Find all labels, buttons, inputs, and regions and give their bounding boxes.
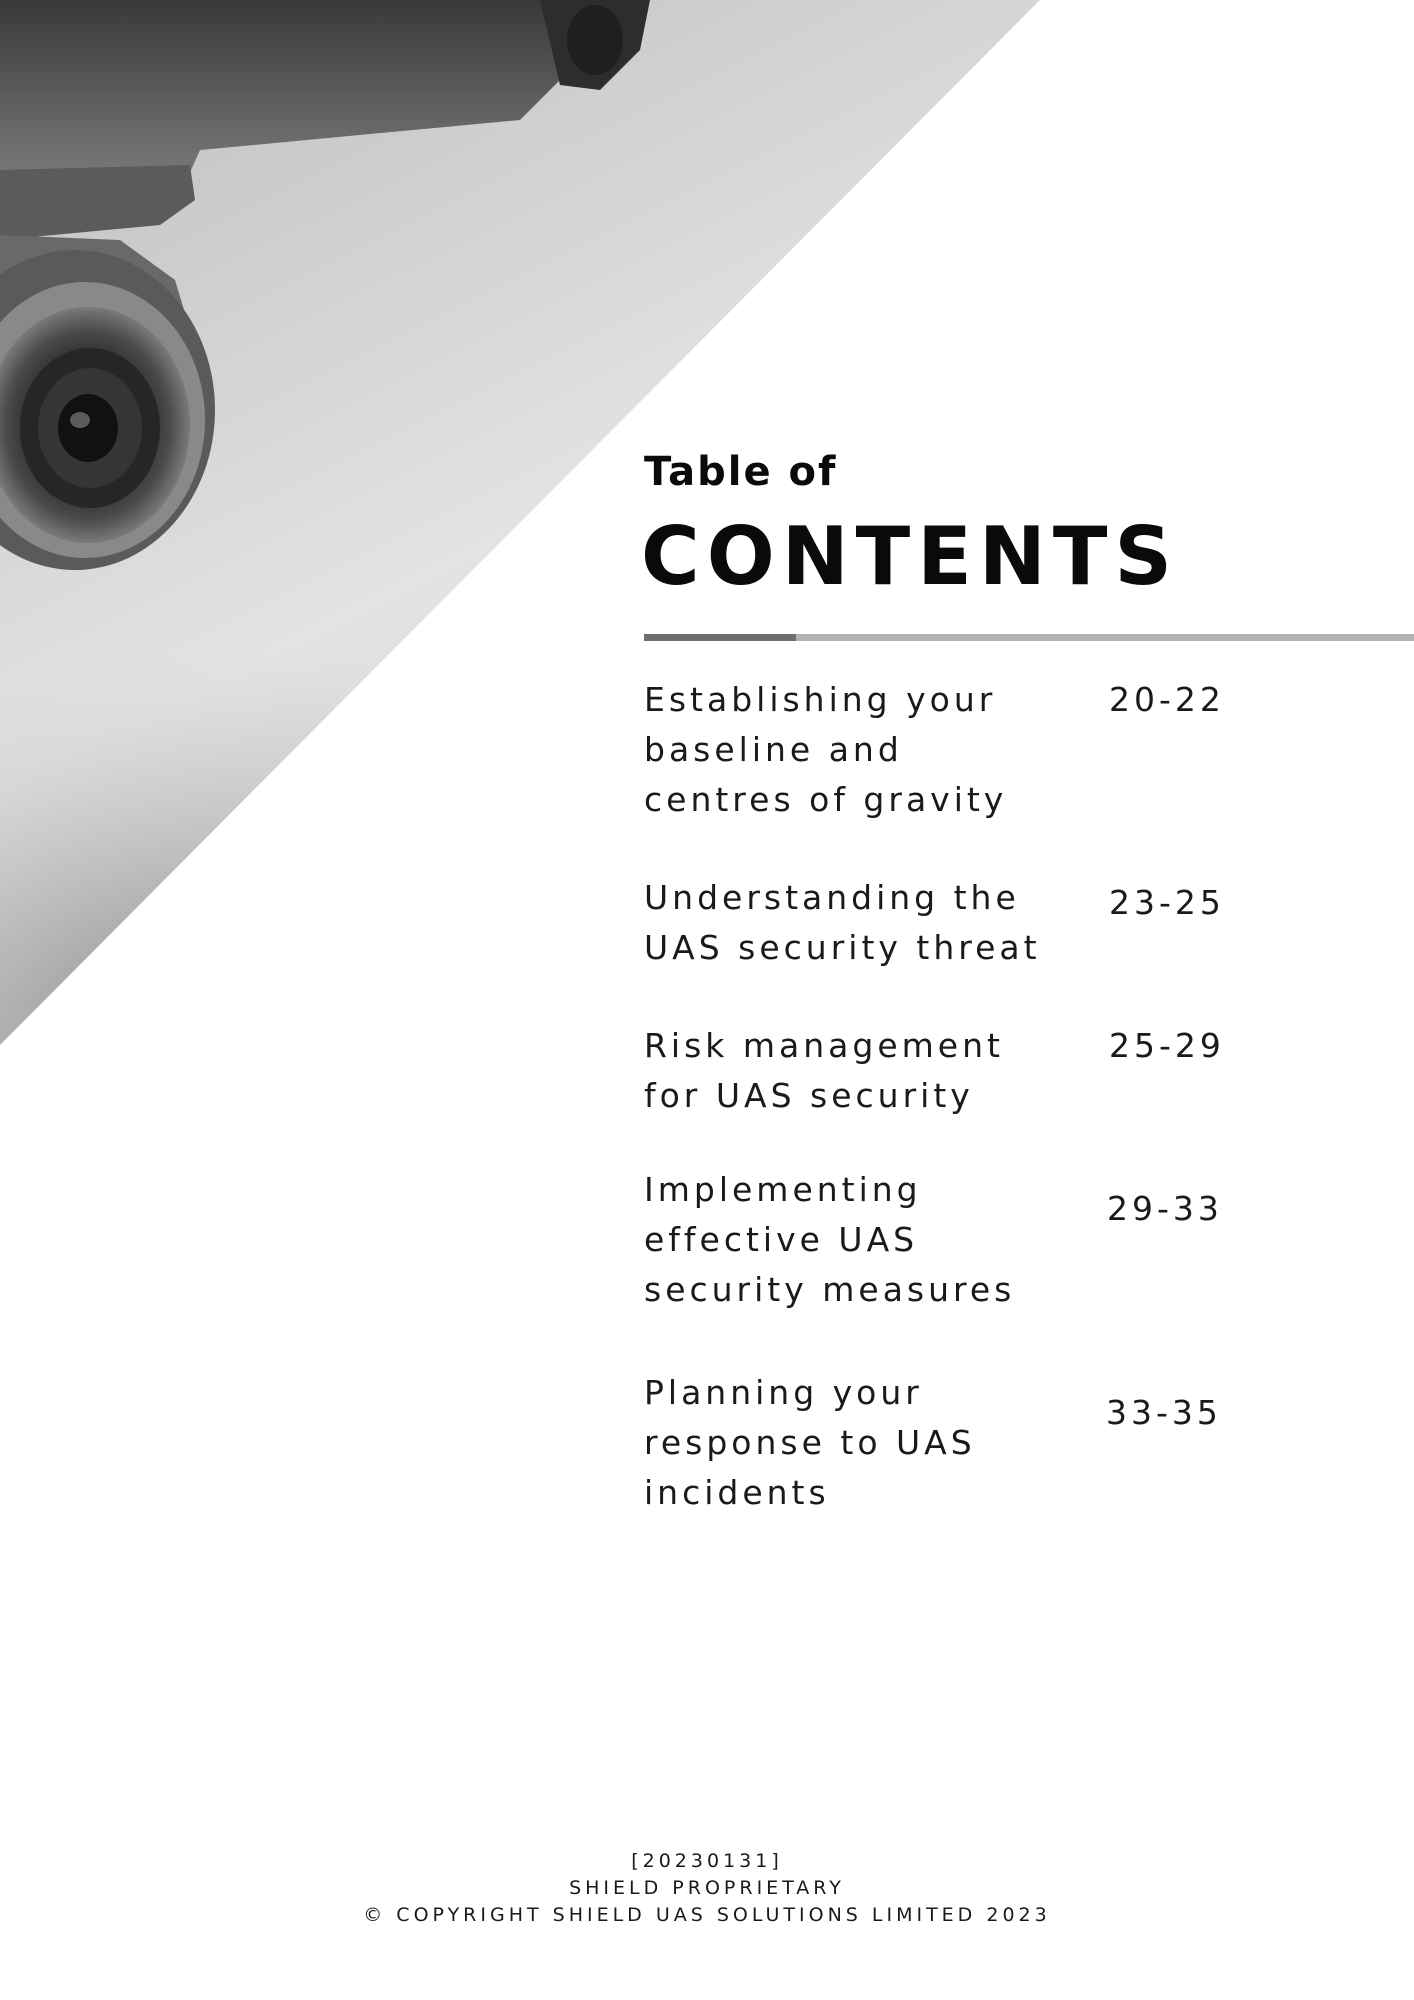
toc-entry-pages: 29-33 — [1107, 1189, 1223, 1228]
toc-entry-title: Understanding the UAS security threat — [644, 878, 1041, 967]
footer — [0, 1848, 1414, 1929]
toc-entry-pages: 33-35 — [1106, 1393, 1222, 1432]
footer-doc-id: [20230131] — [631, 1850, 783, 1872]
toc-entry-title: Planning your response to UAS incidents — [644, 1373, 976, 1512]
toc-entry-pages: 23-25 — [1109, 883, 1225, 922]
toc-title: CONTENTS — [641, 510, 1180, 603]
toc-entry-title: Establishing your baseline and centres of gravity — [644, 680, 1008, 819]
toc-kicker: Table of — [644, 449, 838, 495]
toc-entry-title: Risk management for UAS security — [644, 1026, 1004, 1115]
footer-copyright: © COPYRIGHT SHIELD UAS SOLUTIONS LIMITED 2023 — [363, 1904, 1051, 1926]
title-divider-accent — [644, 634, 796, 641]
toc-entry-pages: 25-29 — [1109, 1026, 1225, 1065]
footer-classification: SHIELD PROPRIETARY — [569, 1877, 845, 1899]
toc-entry-title: Implementing effective UAS security measures — [644, 1170, 1016, 1309]
title-divider — [644, 634, 1414, 641]
toc-entry-pages: 20-22 — [1109, 680, 1225, 719]
